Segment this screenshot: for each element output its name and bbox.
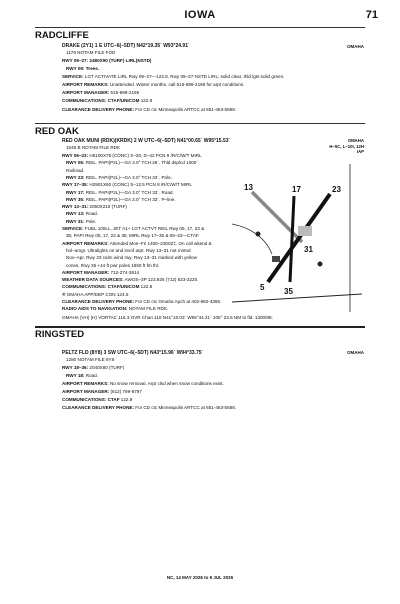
line-text: No snow removal. Arpt clsd when snow conditions exist.	[108, 381, 224, 386]
line-text: REIL. PAPI(P2L)—GA 3.0° TCH 33´. Pole.	[84, 174, 172, 180]
comm-text: 122.8	[140, 98, 153, 103]
state-title: IOWA	[184, 9, 216, 21]
redoak-line	[66, 219, 96, 225]
redoak-line	[62, 226, 204, 232]
runway-17-35	[290, 196, 294, 282]
building	[272, 256, 280, 262]
clearance-drake	[62, 107, 236, 113]
airport-diagram	[232, 164, 362, 312]
line-label: CLEARANCE DELIVERY PHONE:	[62, 299, 134, 304]
line-text: cones. Rwy 35 +44 ft pwr poles 1650 ft fm thr.	[66, 262, 160, 268]
redoak-line	[62, 182, 192, 188]
page-header	[0, 9, 400, 25]
line-label: RWY 31:	[66, 218, 85, 224]
line-text: H5100X75 (CONC) S–30, D–42 PCN 9 /R/C/W/T MIRL	[88, 153, 202, 158]
ringsted-line	[62, 389, 142, 395]
line-label: RWY 18–36:	[62, 365, 89, 370]
rwy-main-drake: RWY 09–27: 2480X90 (TURF) LIRL(NSTD)	[62, 58, 152, 63]
service-drake	[62, 74, 284, 80]
redoak-line	[62, 292, 128, 298]
ringsted-line	[62, 405, 236, 411]
line-text: Attended Mon–Fri 1400–2300Z‡. On call wkend &	[108, 240, 212, 246]
state-tag-radcliffe: OMAHA	[347, 44, 364, 49]
service-text: LGT ACTIVATE LIRL Rwy 09–27—122.8. Rwy 09–27 NSTD LIRL; solid clear, thld lgts solid green.	[84, 74, 285, 79]
airport-title-red-oak: RED OAK MUNI (RDK)(KRDK) 2 W UTC–6(–5DT) N41°00.65´ W95°15.53´	[62, 138, 231, 144]
state-tag-ringsted: OMAHA	[347, 350, 364, 355]
redoak-line	[66, 248, 191, 254]
line-text: NOTAM FILE RDK.	[127, 306, 169, 312]
line-text: REIL. PAPI(P2L)—GA 3.0° TCH 33´. P–line.	[84, 196, 176, 202]
line-text: FUEL 100LL, JET A1+ LGT ACTVT REIL Rwy 05, 17, 23 &	[83, 226, 205, 231]
line-text: hol–amgr. Ultralights on and invof arpt. Rwy 13–31 not mntnd	[66, 247, 191, 253]
clearance-text: For CD ctc Minneapolis ARTCC at 651-463-5588.	[135, 107, 237, 112]
rwy-09-drake: RWY 09: Trees.	[66, 66, 100, 71]
redoak-line	[66, 197, 176, 203]
redoak-line	[66, 233, 199, 239]
line-label: RWY 17–35:	[62, 182, 89, 188]
line-text: Road.	[84, 373, 99, 378]
line-label: COMMUNICATIONS: CTAF/UNICOM	[62, 284, 140, 290]
redoak-line	[66, 160, 199, 166]
vortac-line: OMAHA (VH) (H) VORTAC 116.3 OVR Chan 110 N41°10.03´ W95°44.21´ 105° 23.6 NM to fld. 1300/8E.	[62, 315, 274, 320]
line-text: For CD ctc Minneapolis ARTCC at 651-463-5588.	[133, 405, 237, 410]
redoak-line	[62, 306, 168, 312]
line-text: (612) 799-8797	[109, 389, 142, 394]
road-curve	[232, 224, 272, 254]
line-label: RWY 13–31:	[62, 204, 89, 210]
line-label: AIRPORT MANAGER:	[62, 389, 110, 394]
line-text: Road.	[84, 211, 99, 217]
rwy-label-35: 35	[284, 287, 293, 296]
line-text: For CD ctc Omaha Apch at 402-682-4395.	[133, 299, 222, 304]
remarks-label: AIRPORT REMARKS:	[62, 82, 109, 87]
line-text: Pole.	[84, 218, 97, 224]
line-label: RWY 18:	[66, 373, 85, 378]
redoak-line	[66, 211, 98, 217]
rwy-label-13: 13	[244, 183, 253, 192]
line-label: RWY 35:	[66, 196, 85, 202]
line-text: H2901X60 (CONC) S–12.5 PCN 8 /R/C/W/T MIRL	[88, 182, 192, 188]
remarks-text: Unattended. Winter months, call 515-899-2169 for arpt conditions.	[109, 82, 245, 87]
city-radcliffe: RADCLIFFE	[35, 30, 89, 41]
line-label: WEATHER DATA SOURCES:	[62, 277, 124, 283]
line-label: COMMUNICATIONS: CTAF	[62, 397, 120, 402]
section-rule-2	[35, 326, 365, 328]
page-number: 71	[365, 9, 378, 21]
line-label: CLEARANCE DELIVERY PHONE:	[62, 405, 134, 410]
comm-label: COMMUNICATIONS: CTAF/UNICOM	[62, 98, 140, 103]
apron	[298, 226, 312, 236]
redoak-line	[62, 241, 212, 247]
line-text: AWOS–3P 123.925 (712) 623-3220.	[123, 277, 199, 283]
line-text: REIL. PAPI(P2L)—GA 3.0° TCH 26´. Thld dsplcd 1000´.	[84, 160, 200, 166]
airport-title-peltz: PELTZ FLD (8Y8) 3 SW UTC–6(–5DT) N43°15.96´ W94°33.75´	[62, 350, 204, 356]
clearance-label: CLEARANCE DELIVERY PHONE:	[62, 107, 134, 112]
line-text: Nov–Apr. Rwy 23 calm wind rwy. Rwy 13–31 marked with yellow	[66, 255, 197, 261]
redoak-line	[62, 153, 202, 159]
rwy-label-23: 23	[332, 185, 341, 194]
line-label: AIRPORT REMARKS:	[62, 240, 109, 246]
section-rule	[35, 123, 365, 124]
line-text: 122.8	[139, 284, 153, 290]
tag-enroute: H–5C, L–10I, 12H	[329, 143, 364, 149]
redoak-line	[66, 175, 172, 181]
comm-drake	[62, 98, 152, 104]
remarks-drake	[62, 82, 244, 88]
redoak-line	[62, 284, 152, 290]
ringsted-line	[66, 373, 98, 379]
footer-dates: NC, 14 MAY 2026 to 9 JUL 2026	[166, 575, 234, 580]
redoak-line	[66, 168, 84, 174]
line-label: RWY 13:	[66, 211, 85, 217]
ringsted-line	[62, 381, 224, 387]
manager-text: 515-899-2169	[110, 90, 140, 95]
beacon	[256, 232, 260, 236]
ringsted-line	[62, 365, 124, 371]
rwy-label-31: 31	[304, 245, 313, 254]
line-text: REIL. PAPI(P2L)—GA 3.0° TCH 33´. Road.	[84, 189, 174, 195]
line-label: RWY 05:	[66, 160, 85, 166]
manager-label: AIRPORT MANAGER:	[62, 90, 110, 95]
line-text: OMAHA APP/DEP CON 124.5	[65, 291, 129, 297]
rwy-label-17: 17	[292, 185, 301, 194]
line-label: RADIO AIDS TO NAVIGATION:	[62, 306, 128, 312]
line-text: Railroad.	[66, 167, 85, 173]
line-text: 2050X210 (TURF)	[88, 204, 127, 210]
airport-elev-peltz: 1280 NOTAM FILE 8Y8	[66, 357, 115, 362]
line-label: RWY 17:	[66, 189, 85, 195]
airport-elev-drake: 1179 NOTAM FILE FOD	[66, 50, 116, 55]
redoak-line	[62, 277, 198, 283]
header-rule	[35, 27, 365, 28]
redoak-line	[62, 204, 127, 210]
line-label: SERVICE:	[62, 226, 84, 231]
ringsted-line	[62, 397, 132, 403]
rwy-label-5: 5	[260, 283, 265, 292]
redoak-line	[66, 255, 197, 261]
tag-iap: IAP	[356, 149, 364, 154]
city-ringsted: RINGSTED	[35, 329, 85, 340]
airport-title-drake: DRAKE (2Y1) 1 E UTC–6(–5DT) N42°19.35´ W93°24.91´	[62, 43, 190, 49]
manager-drake	[62, 90, 139, 96]
windsock	[318, 262, 322, 266]
line-text: 122.9	[119, 397, 133, 402]
railroad	[232, 294, 362, 302]
redoak-line	[66, 263, 159, 269]
airport-elev-red-oak: 1045 B NOTAM FILE RDK	[66, 145, 121, 150]
service-label: SERVICE:	[62, 74, 84, 79]
red-oak-chart-tags	[329, 138, 364, 155]
line-label: RWY 23:	[66, 174, 85, 180]
line-label: AIRPORT MANAGER:	[62, 269, 110, 275]
runway-05-23	[268, 194, 330, 282]
line-label: RWY 05–23:	[62, 153, 89, 158]
line-text: 35; PAPI Rwy 05, 17, 23 & 35; MIRL Rwy 17–35 & 05–23—CTAF.	[66, 233, 200, 239]
line-label: ®	[62, 291, 66, 297]
line-label: AIRPORT REMARKS:	[62, 381, 109, 386]
redoak-line	[62, 270, 139, 276]
line-text: 2040X80 (TURF)	[88, 365, 125, 370]
redoak-line	[66, 190, 174, 196]
redoak-line	[62, 299, 221, 305]
city-red-oak: RED OAK	[35, 126, 79, 137]
line-text: 712-274-3614	[109, 269, 140, 275]
tag-omaha: OMAHA	[347, 138, 364, 143]
